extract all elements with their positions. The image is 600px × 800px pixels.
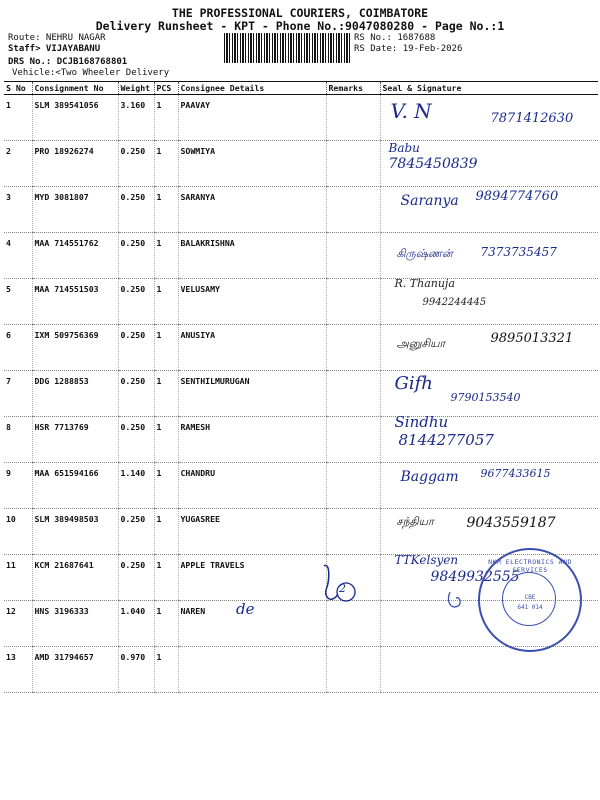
row-consignee: SARANYA	[178, 187, 326, 233]
signature: கிருஷ்ணன்	[396, 247, 453, 260]
row-sno: 9	[4, 463, 32, 509]
row-weight: 0.250	[118, 279, 154, 325]
col-consignment: Consignment No	[32, 82, 118, 95]
col-signature: Seal & Signature	[380, 82, 598, 95]
barcode-image	[224, 33, 350, 63]
table-row	[4, 647, 598, 693]
signature: சந்தியா	[396, 515, 434, 528]
row-consignment: MYD 3081807	[32, 187, 118, 233]
col-weight: Weight	[118, 82, 154, 95]
table-row	[4, 95, 598, 141]
signature-phone: 7845450839	[388, 156, 478, 172]
table-row	[4, 509, 598, 555]
signature-phone: 9790153540	[450, 391, 521, 404]
row-consignment: MAA 714551503	[32, 279, 118, 325]
row-sno: 7	[4, 371, 32, 417]
signature-phone: 9677433615	[480, 467, 551, 480]
row-sno: 6	[4, 325, 32, 371]
row-consignee: PAAVAY	[178, 95, 326, 141]
row-weight: 0.250	[118, 555, 154, 601]
row-consignment: DDG 1288853	[32, 371, 118, 417]
signature: அனுசியா	[396, 337, 446, 350]
row-pcs: 1	[154, 417, 178, 463]
row-pcs: 1	[154, 279, 178, 325]
row-sno: 1	[4, 95, 32, 141]
table-row	[4, 463, 598, 509]
row-remarks	[326, 371, 380, 417]
row-signature	[380, 647, 598, 693]
row-sno: 5	[4, 279, 32, 325]
stamp-city: CBE	[524, 594, 536, 601]
remark-initials: de	[236, 600, 255, 618]
row-remarks	[326, 187, 380, 233]
row-pcs: 1	[154, 509, 178, 555]
signature-phone: 9942244445	[422, 297, 487, 308]
row-weight: 0.250	[118, 233, 154, 279]
row-consignee: ANUSIYA	[178, 325, 326, 371]
signature-phone: 9043559187	[466, 515, 556, 531]
row-consignee: BALAKRISHNA	[178, 233, 326, 279]
row-consignment: HNS 3196333	[32, 601, 118, 647]
row-weight: 1.040	[118, 601, 154, 647]
table-row	[4, 279, 598, 325]
row-remarks	[326, 463, 380, 509]
row-sno: 13	[4, 647, 32, 693]
row-signature	[380, 325, 598, 371]
rs-date: RS Date: 19-Feb-2026	[354, 44, 463, 54]
signature-phone: 9894774760	[475, 189, 559, 204]
row-sno: 4	[4, 233, 32, 279]
row-consignment: PRO 18926274	[32, 141, 118, 187]
row-signature	[380, 95, 598, 141]
signature-phone: 9849932555	[430, 569, 520, 585]
row-consignment: MAA 651594166	[32, 463, 118, 509]
row-remarks	[326, 647, 380, 693]
row-consignment: HSR 7713769	[32, 417, 118, 463]
row-sno: 10	[4, 509, 32, 555]
row-consignment: IXM 509756369	[32, 325, 118, 371]
row-consignee: CHANDRU	[178, 463, 326, 509]
signature-phone: 8144277057	[398, 431, 494, 449]
signature-phone: 7871412630	[490, 111, 574, 126]
row-consignee: SENTHILMURUGAN	[178, 371, 326, 417]
row-pcs: 1	[154, 601, 178, 647]
row-weight: 0.250	[118, 187, 154, 233]
row-pcs: 1	[154, 371, 178, 417]
table-row	[4, 187, 598, 233]
signature: Gifh	[394, 373, 433, 394]
row-consignee: YUGASREE	[178, 509, 326, 555]
signature: Saranya	[400, 193, 459, 209]
row-consignment: SLM 389541056	[32, 95, 118, 141]
row-remarks	[326, 141, 380, 187]
row-consignee: VELUSAMY	[178, 279, 326, 325]
row-weight: 0.250	[118, 141, 154, 187]
col-sno: S No	[4, 82, 32, 95]
row-signature	[380, 279, 598, 325]
remark-scribble-icon	[316, 560, 360, 608]
row-signature	[380, 413, 598, 463]
row-pcs: 1	[154, 187, 178, 233]
row-consignment: SLM 389498503	[32, 509, 118, 555]
row-sno: 11	[4, 555, 32, 601]
row-weight: 1.140	[118, 463, 154, 509]
row-weight: 0.250	[118, 417, 154, 463]
row-signature	[380, 371, 598, 417]
staff-label: Staff> VIJAYABANU	[8, 44, 101, 54]
rs-number: RS No.: 1687688	[354, 33, 436, 43]
row-sno: 8	[4, 417, 32, 463]
row-consignment: KCM 21687641	[32, 555, 118, 601]
row-consignee	[178, 647, 326, 693]
row-consignee: NAREN	[178, 601, 326, 647]
row-remarks	[326, 325, 380, 371]
runsheet-subtitle: Delivery Runsheet - KPT - Phone No.:9047080280 - Page No.:1	[95, 19, 505, 33]
vehicle-label: Vehicle:<Two Wheeler Delivery	[12, 68, 170, 78]
remark-mark: 2	[339, 582, 346, 595]
signature-scribble-icon	[444, 586, 474, 616]
signature: Babu	[388, 141, 420, 155]
stamp-text: NKM ELECTRONICS AND SERVICES	[488, 558, 572, 574]
table-row	[4, 325, 598, 371]
table-row	[4, 417, 598, 463]
signature-phone: 9895013321	[490, 331, 574, 346]
row-consignment: AMD 31794657	[32, 647, 118, 693]
signature-phone: 7373735457	[480, 245, 557, 259]
drs-number: DRS No.: DCJB168768801	[8, 57, 128, 67]
col-consignee: Consignee Details	[178, 82, 326, 95]
table-row	[4, 141, 598, 187]
row-remarks	[326, 279, 380, 325]
signature: Baggam	[400, 469, 459, 485]
row-weight: 0.970	[118, 647, 154, 693]
row-consignee: RAMESH	[178, 417, 326, 463]
row-sno: 12	[4, 601, 32, 647]
route-label: Route: NEHRU NAGAR	[8, 33, 106, 43]
table-row	[4, 371, 598, 417]
row-signature	[380, 187, 598, 233]
row-pcs: 1	[154, 555, 178, 601]
row-weight: 0.250	[118, 509, 154, 555]
seal-stamp	[478, 548, 582, 652]
row-pcs: 1	[154, 141, 178, 187]
row-pcs: 1	[154, 95, 178, 141]
row-consignee: APPLE TRAVELS	[178, 555, 326, 601]
row-pcs: 1	[154, 647, 178, 693]
signature: TTKelsyen	[394, 553, 459, 567]
row-signature	[380, 463, 598, 509]
row-pcs: 1	[154, 463, 178, 509]
row-pcs: 1	[154, 325, 178, 371]
row-weight: 0.250	[118, 325, 154, 371]
signature: Sindhu	[394, 413, 449, 431]
row-weight: 3.160	[118, 95, 154, 141]
row-remarks	[326, 417, 380, 463]
stamp-pin: 641 014	[517, 604, 543, 611]
row-signature	[380, 141, 598, 187]
table-row	[4, 233, 598, 279]
row-weight: 0.250	[118, 371, 154, 417]
row-consignee: SOWMIYA	[178, 141, 326, 187]
row-signature	[380, 509, 598, 555]
row-consignment: MAA 714551762	[32, 233, 118, 279]
col-pcs: PCS	[154, 82, 178, 95]
company-title: THE PROFESSIONAL COURIERS, COIMBATORE	[171, 6, 429, 20]
row-signature	[380, 233, 598, 279]
row-pcs: 1	[154, 233, 178, 279]
row-remarks	[326, 509, 380, 555]
row-remarks	[326, 233, 380, 279]
table-header-row	[4, 82, 598, 95]
signature: R. Thanuja	[394, 277, 455, 290]
row-remarks	[326, 95, 380, 141]
row-sno: 3	[4, 187, 32, 233]
col-remarks: Remarks	[326, 82, 380, 95]
signature: V. N	[390, 99, 432, 123]
row-sno: 2	[4, 141, 32, 187]
